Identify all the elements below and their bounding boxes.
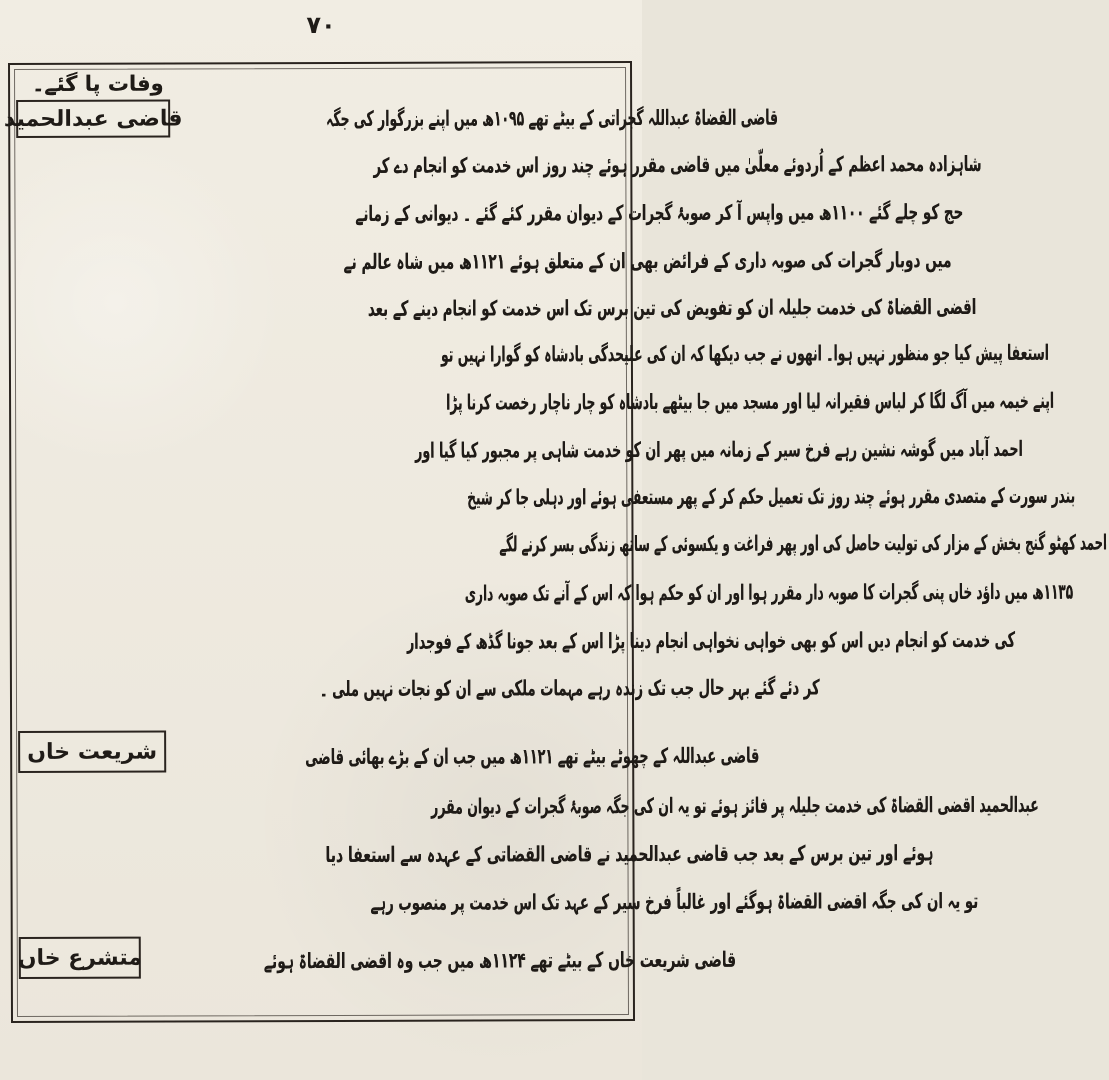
text-line — [22, 675, 820, 703]
text-line-12: کی خدمت کو انجام دیں اس کو بھی خواہی نخواہی انجام دینا پڑا اس کے بعد جونا گڈھ کے فوجدار — [406, 627, 1016, 654]
text-line — [17, 436, 1023, 465]
text-line — [18, 579, 1074, 608]
text-line-1: قاضی القضاۃ عبداللہ گجراتی کے بیٹے تھے ۱۰۹۵ھ میں اپنے بزرگوار کی جگہ — [326, 105, 779, 132]
text-line-18: قاضی شریعت خاں کے بیٹے تھے ۱۱۲۴ھ میں جب وہ اقضی القضاۃ ہوئے — [263, 947, 737, 974]
text-line-4: میں دوبار گجرات کی صوبہ داری کے فرائض بھی ان کے متعلق ہوئے ۱۱۲۱ھ میں شاہ عالم نے — [343, 248, 952, 274]
text-line — [18, 627, 1016, 656]
section-heading-1: قاضی عبدالحمید — [3, 105, 183, 132]
text-line-8: احمد آباد میں گوشہ نشین رہے فرخ سیر کے زمانہ میں پھر ان کو خدمت شاہی پر مجبور کیا گیا اور — [415, 436, 1023, 463]
text-line-17: تو یہ ان کی جگہ اقضی القضاۃ ہوگئے اور غالباً فرخ سیر کے عہد تک اس خدمت پر منصوب رہے — [370, 888, 979, 915]
text-line — [16, 151, 982, 180]
section-heading-3: متشرع خاں — [17, 945, 142, 971]
text-line-10: احمد کھٹو گنج بخش کے مزار کی تولیت حاصل کی اور پھر فراغت و یکسوئی کے ساتھ زندگی بسر کرنے لگے — [499, 530, 1108, 557]
text-line-7: اپنے خیمہ میں آگ لگا کر لباس فقیرانہ لیا اور مسجد میں جا بیٹھے بادشاہ کو چار ناچار رخصت کرنا پڑا — [446, 388, 1055, 415]
text-line-2: شاہزادہ محمد اعظم کے اُردوئے معلّیٰ میں قاضی مقرر ہوئے چند روز اس خدمت کو انجام دے کر — [373, 151, 982, 178]
text-line-11: ۱۱۳۵ھ میں داؤد خاں پنی گجرات کا صوبہ دار مقرر ہوا اور ان کو حکم ہوا کہ اس کے آنے تک صوبہ داری — [464, 579, 1074, 606]
text-line-16: ہوئے اور تین برس کے بعد جب قاضی عبدالحمید نے قاضی القضاتی کے عہدہ سے استعفا دیا — [325, 841, 934, 868]
text-line — [17, 530, 1108, 559]
text-line-14: قاضی عبداللہ کے چھوٹے بیٹے تھے ۱۱۲۱ھ میں جب ان کے بڑے بھائی قاضی — [305, 743, 760, 770]
text-line — [17, 388, 1055, 417]
section-heading-2: شریعت خاں — [27, 739, 158, 765]
text-line-6: استعفا پیش کیا جو منظور نہیں ہوا۔ انھوں نے جب دیکھا کہ ان کی علیحدگی بادشاہ کو گوارا نہیں تو — [440, 340, 1050, 367]
text-line-5: اقضی القضاۃ کی خدمت جلیلہ ان کو تفویض کی تین برس تک اس خدمت کو انجام دینے کے بعد — [367, 294, 977, 321]
text-line — [17, 483, 1076, 512]
text-line — [17, 340, 1050, 369]
text-line — [17, 294, 977, 323]
text-line — [18, 743, 760, 771]
opening-line-text: وفات پا گئے۔ — [32, 71, 164, 96]
text-line-3: حج کو چلے گئے ۱۱۰۰ھ میں واپس آ کر صوبۂ گجرات کے دیوان مقرر کئے گئے ۔ دیوانی کے زمانے — [355, 199, 964, 226]
page-number: ۷۰ — [306, 11, 336, 39]
text-line — [18, 841, 934, 869]
text-line — [18, 792, 1039, 821]
content-frame — [3, 61, 1108, 1023]
text-line — [19, 888, 979, 917]
text-line — [19, 947, 737, 974]
text-line-9: بندر سورت کے متصدی مقرر ہوئے چند روز تک تعمیل حکم کر کے پھر مستعفی ہوئے اور دہلی جا کر شیخ — [467, 483, 1076, 510]
text-line — [17, 248, 952, 276]
text-line-15: عبدالحمید اقضی القضاۃ کی خدمت جلیلہ پر فائز ہوئے تو یہ ان کی جگہ صوبۂ گجرات کے دیوان مقرر — [431, 792, 1039, 819]
text-line-13: کر دئے گئے بہر حال جب تک زندہ رہے مہمات ملکی سے ان کو نجات نہیں ملی ۔ — [319, 675, 820, 702]
text-line — [16, 199, 964, 228]
opening-line — [32, 70, 252, 97]
text-line — [14, 105, 779, 133]
